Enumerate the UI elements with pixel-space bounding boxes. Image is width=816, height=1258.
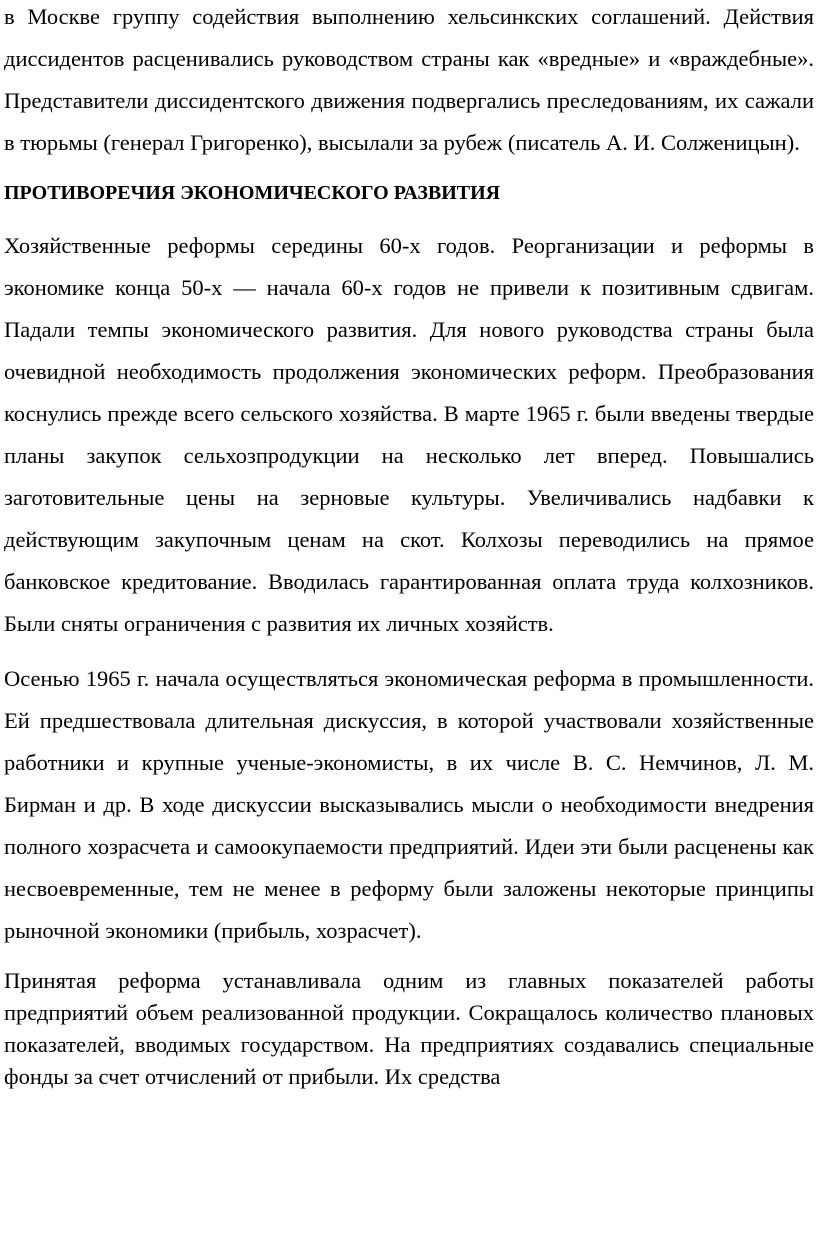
paragraph-reform-indicators: Принятая реформа устанавливала одним из главных показателей работы предприятий объем реализованной продукции. Сокращалось количество плановых показателей, вводимых государством. На предприятиях создавались специальные фонды за счет отчислений от прибыли. Их средства [4,968,814,1089]
paragraph-dissidents: в Москве группу содействия выполнению хельсинкских соглашений. Действия диссидентов расценивались руководством страны как «вредные» и «враждебные». Представители диссидентского движения подвергались преследованиям, их сажали в тюрьмы (генерал Григоренко), высылали за рубеж (писатель А. И. Солженицын). [4,4,814,155]
spacer [4,164,814,181]
paragraph-economic-reforms: Хозяйственные реформы середины 60-х годов. Реорганизации и реформы в экономике конца 50-х — начала 60-х годов не привели к позитивным сдвигам. Падали темпы экономического развития. Для нового руководства страны была очевидной необходимость продолжения экономических реформ. Преобразования коснулись прежде всего сельского хозяйства. В марте 1965 г. были введены твердые планы закупок сельхозпродукции на несколько лет вперед. Повышались заготовительные цены на зерновые культуры. Увеличивались надбавки к действующим закупочным ценам на скот. Колхозы переводились на прямое банковское кредитование. Вводилась гарантированная оплата труда колхозников. Были сняты ограничения с развития их личных хозяйств. [4,233,814,636]
spacer [4,645,814,658]
paragraph-industry-reform: Осенью 1965 г. начала осуществляться экономическая реформа в промышленности. Ей предшествовала длительная дискуссия, в которой участвовали хозяйственные работники и крупные ученые-экономисты, в их числе В. С. Немчинов, Л. М. Бирман и др. В ходе дискуссии высказывались мысли о необходимости внедрения полного хозрасчета и самоокупаемости предприятий. Идеи эти были расценены как несвоевременные, тем не менее в реформу были заложены некоторые принципы рыночной экономики (прибыль, хозрасчет). [4,666,814,943]
spacer [4,952,814,965]
document-page [4,0,814,1093]
spacer [4,205,814,225]
section-heading: ПРОТИВОРЕЧИЯ ЭКОНОМИЧЕСКОГО РАЗВИТИЯ [4,182,501,204]
